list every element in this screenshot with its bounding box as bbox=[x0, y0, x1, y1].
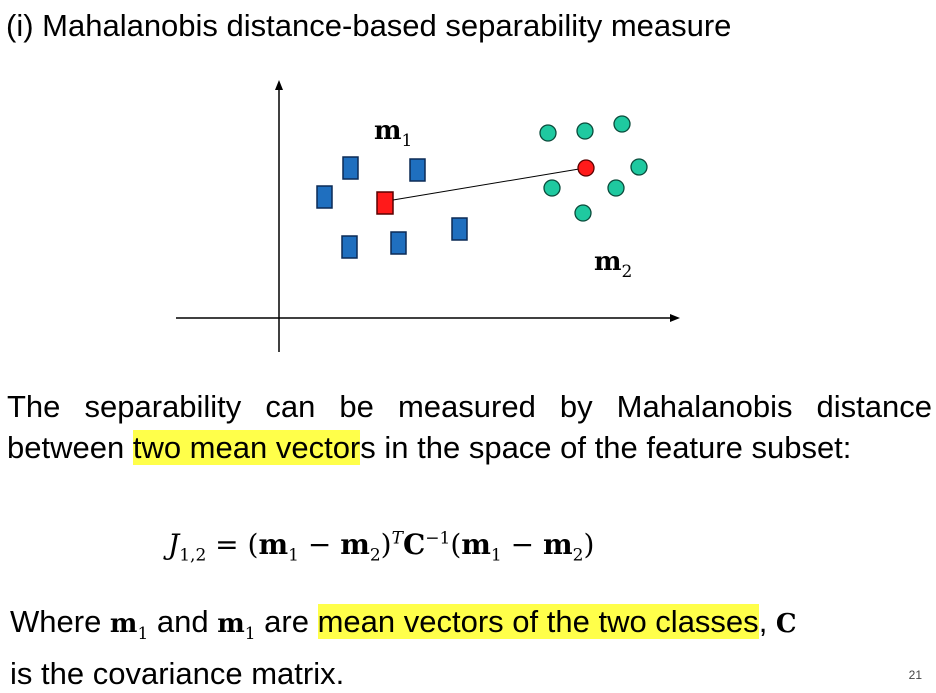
where-paragraph: Where $m_1$ and $m_1$ are mean vectors of the two classes, C is the covariance matrix. bbox=[10, 604, 797, 692]
y-axis-arrow bbox=[275, 80, 283, 90]
class1-point bbox=[391, 232, 406, 254]
class2-point bbox=[608, 180, 624, 196]
label-m2: m2 bbox=[594, 247, 633, 282]
page-number: 21 bbox=[908, 668, 922, 682]
class1-point bbox=[410, 159, 425, 181]
class2-point bbox=[631, 159, 647, 175]
mahalanobis-formula: $J_{1,2} = (m_1 - m_2)^TC^{-1}(m_1 - m_2)$ bbox=[168, 528, 595, 566]
label-m1: m1 bbox=[374, 116, 413, 151]
class1-mean-point bbox=[377, 192, 393, 214]
class2-point bbox=[575, 205, 591, 221]
class2-mean-point bbox=[578, 160, 594, 176]
slide-heading: (i) Mahalanobis distance-based separability measure bbox=[6, 8, 732, 43]
class2-point bbox=[614, 116, 630, 132]
class2-point bbox=[577, 123, 593, 139]
highlight-mean-vectors: mean vectors of the two classes bbox=[317, 604, 759, 639]
class1-point bbox=[342, 236, 357, 258]
class2-point bbox=[544, 180, 560, 196]
separability-paragraph: The separability can be measured by Mahalanobis distance between two mean vectors in the space of the feature subset: bbox=[7, 389, 932, 465]
class2-point bbox=[540, 125, 556, 141]
x-axis-arrow bbox=[670, 314, 680, 322]
class1-point bbox=[317, 186, 332, 208]
highlight-two-mean-vectors: two mean vector bbox=[132, 430, 361, 465]
class1-point bbox=[452, 218, 467, 240]
class1-point bbox=[343, 157, 358, 179]
